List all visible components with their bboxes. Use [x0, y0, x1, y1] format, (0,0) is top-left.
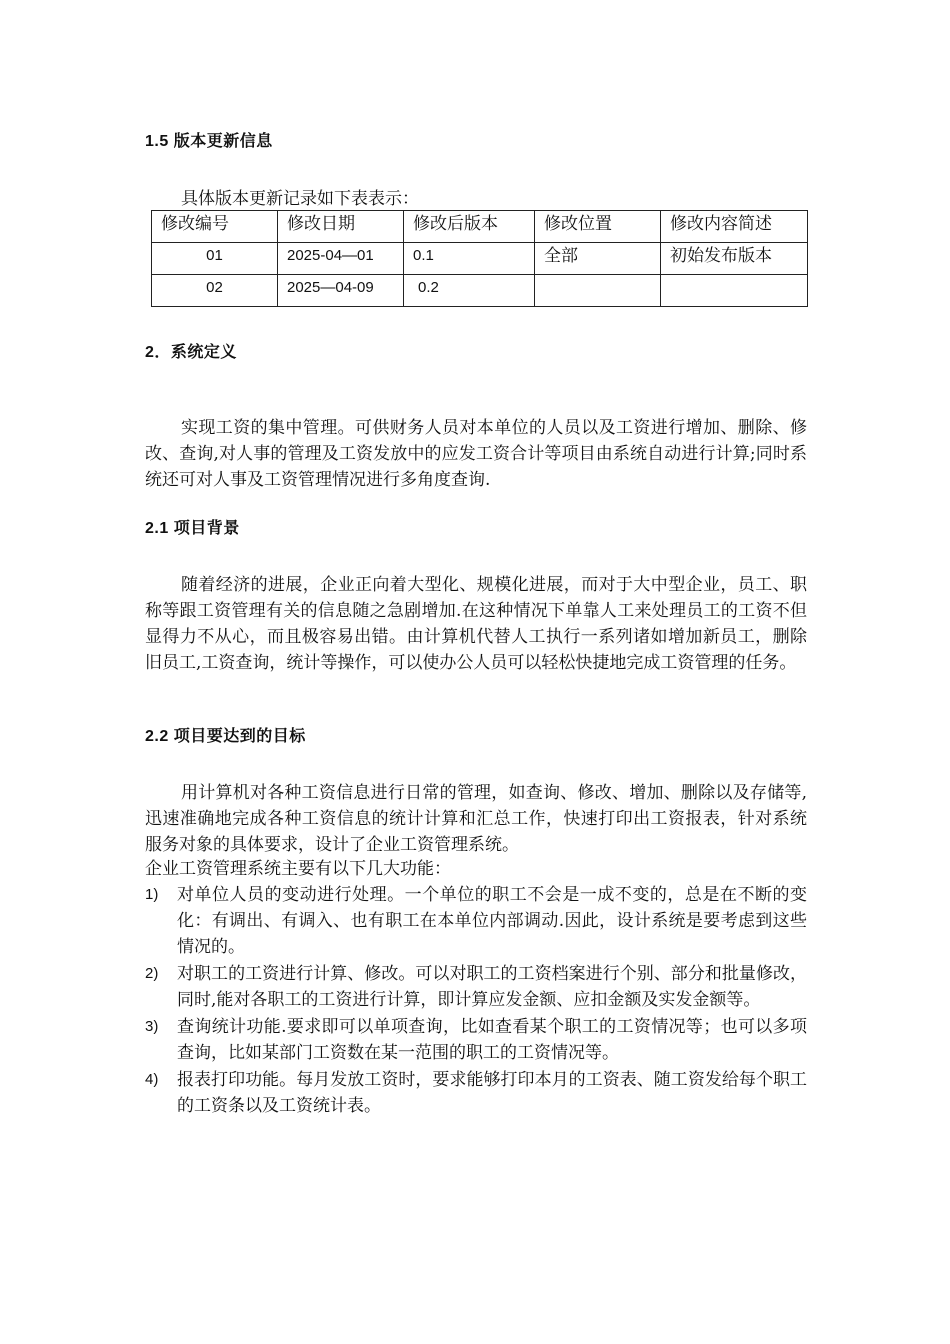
section-heading-1-5: 1.5 版本更新信息 — [145, 133, 273, 150]
table-cell: 02 — [152, 275, 278, 307]
function-list-lead: 企业工资管理系统主要有以下几大功能： — [145, 859, 451, 879]
section-heading-2: 2．系统定义 — [145, 344, 237, 361]
list-marker: 1) — [145, 886, 159, 903]
table-cell: 初始发布版本 — [661, 243, 808, 275]
table-header-cell: 修改日期 — [278, 211, 404, 243]
section-2-1-body: 随着经济的进展，企业正向着大型化、规模化进展，而对于大中型企业，员工、职称等跟工资管理有关的信息随之急剧增加.在这种情况下单靠人工来处理员工的工资不但显得力不从心，而且极容易出错。由计算机代替人工执行一系列诸如增加新员工，删除旧员工,工资查询，统计等操作，可以使办公人员可以轻松快捷地完成工资管理的任务。 — [145, 575, 807, 673]
section-heading-2-1: 2.1 项目背景 — [145, 520, 240, 537]
table-cell — [661, 275, 808, 307]
list-marker: 4) — [145, 1071, 159, 1088]
table-cell: 2025-04—01 — [278, 243, 404, 275]
table-intro: 具体版本更新记录如下表表示： — [181, 189, 419, 209]
list-item-text: 对单位人员的变动进行处理。一个单位的职工不会是一成不变的，总是在不断的变化：有调出、有调入、也有职工在本单位内部调动.因此，设计系统是要考虑到这些情况的。 — [177, 885, 807, 957]
table-cell: 0.2 — [404, 275, 535, 307]
section-2-2-body: 用计算机对各种工资信息进行日常的管理，如查询、修改、增加、删除以及存储等,迅速准确地完成各种工资信息的统计计算和汇总工作，快速打印出工资报表，针对系统服务对象的具体要求，设计了企业工资管理系统。 — [145, 783, 807, 855]
table-header-row — [152, 211, 808, 243]
table-row — [152, 243, 808, 275]
list-marker: 3) — [145, 1018, 159, 1035]
version-table — [151, 210, 808, 307]
table-cell: 0.1 — [404, 243, 535, 275]
function-list — [145, 882, 807, 1120]
list-item — [145, 1014, 807, 1066]
table-cell — [535, 275, 661, 307]
table-header-cell: 修改后版本 — [404, 211, 535, 243]
table-row — [152, 275, 808, 307]
section-2-body: 实现工资的集中管理。可供财务人员对本单位的人员以及工资进行增加、删除、修改、查询,对人事的管理及工资发放中的应发工资合计等项目由系统自动进行计算;同时系统还可对人事及工资管理情况进行多角度查询. — [145, 418, 807, 490]
list-marker: 2) — [145, 965, 159, 982]
table-header-cell: 修改内容简述 — [661, 211, 808, 243]
table-cell: 全部 — [535, 243, 661, 275]
table-header-cell: 修改位置 — [535, 211, 661, 243]
section-heading-2-2: 2.2 项目要达到的目标 — [145, 728, 306, 745]
table-header-cell: 修改编号 — [152, 211, 278, 243]
list-item — [145, 961, 807, 1013]
list-item — [145, 1067, 807, 1119]
table-cell: 2025—04-09 — [278, 275, 404, 307]
list-item — [145, 882, 807, 960]
list-item-text: 查询统计功能.要求即可以单项查询，比如查看某个职工的工资情况等；也可以多项查询，比如某部门工资数在某一范围的职工的工资情况等。 — [177, 1017, 807, 1063]
list-item-text: 报表打印功能。每月发放工资时，要求能够打印本月的工资表、随工资发给每个职工的工资条以及工资统计表。 — [177, 1070, 807, 1116]
table-cell: 01 — [152, 243, 278, 275]
list-item-text: 对职工的工资进行计算、修改。可以对职工的工资档案进行个别、部分和批量修改，同时,能对各职工的工资进行计算，即计算应发金额、应扣金额及实发金额等。 — [177, 964, 807, 1010]
